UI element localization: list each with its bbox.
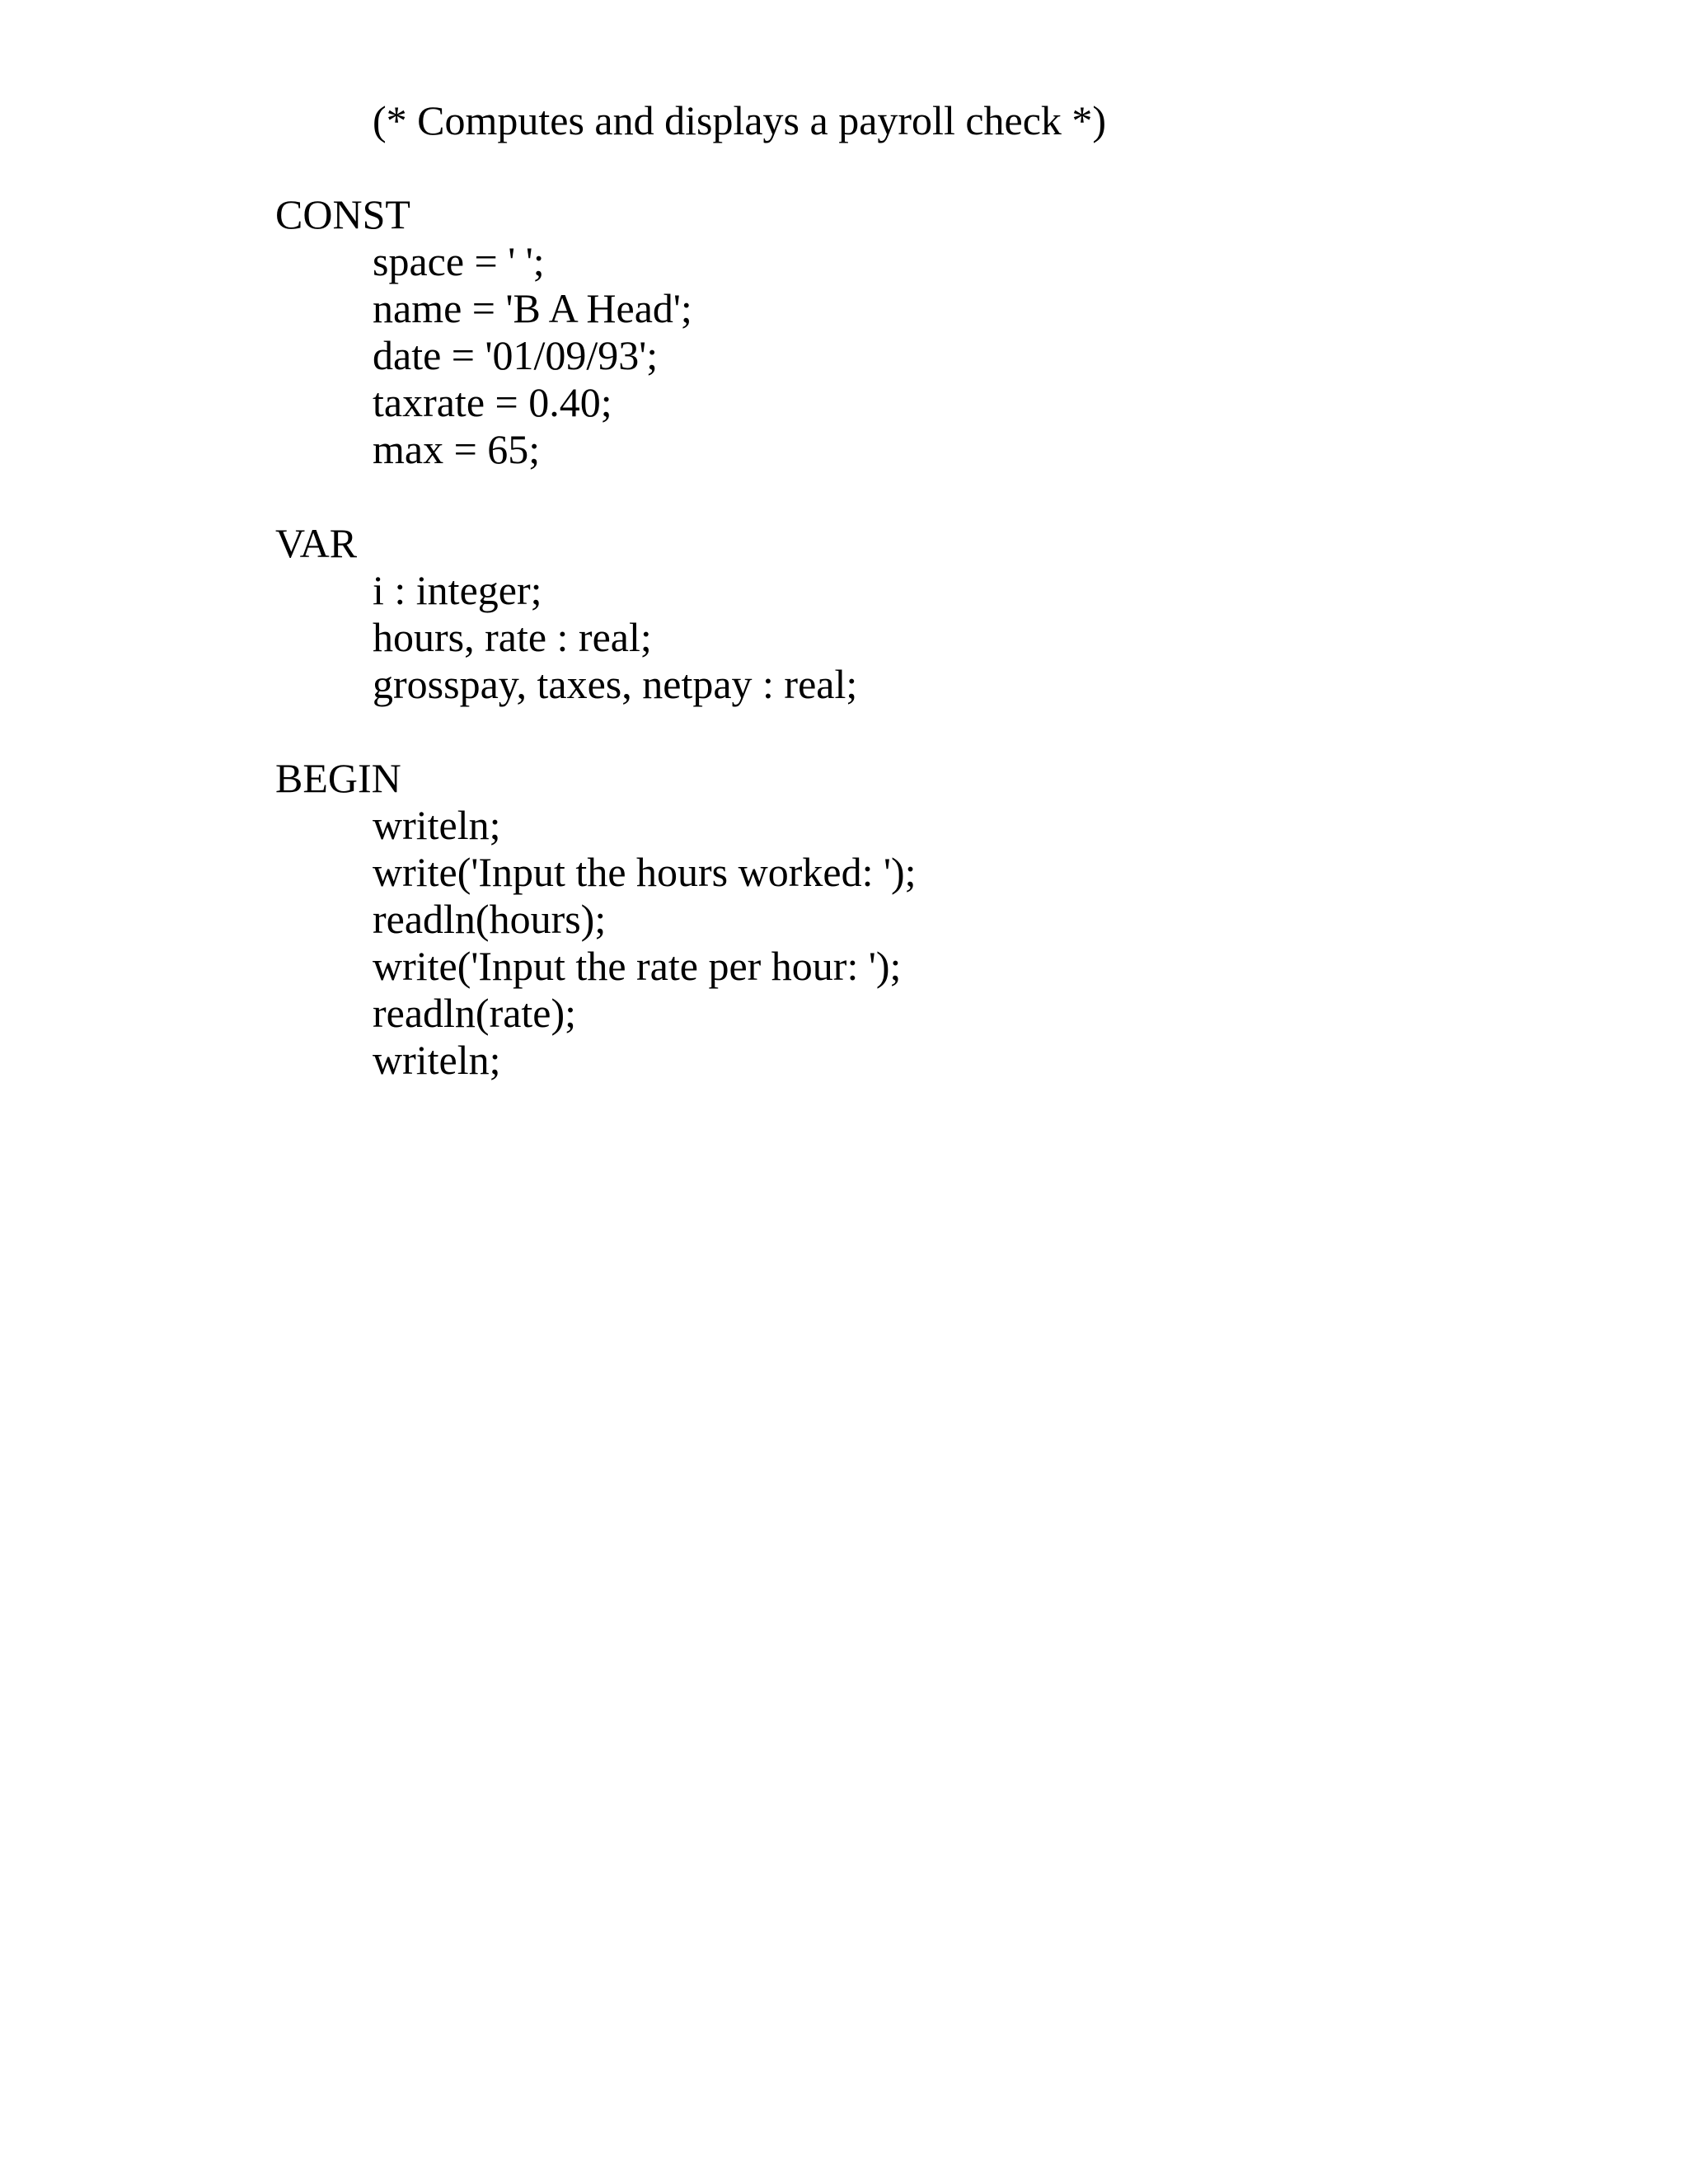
begin-line-readln-hours: readln(hours); [373,896,607,942]
var-line-pay: grosspay, taxes, netpay : real; [373,661,858,707]
var-line-i: i : integer; [373,567,542,613]
const-keyword: CONST [275,191,410,237]
const-line-date: date = '01/09/93'; [373,332,659,378]
const-line-name: name = 'B A Head'; [373,285,692,331]
const-line-space: space = ' '; [373,238,545,284]
program-comment: (* Computes and displays a payroll check *) [373,97,1107,143]
begin-line-readln-rate: readln(rate); [373,990,577,1036]
begin-line-writeln-1: writeln; [373,802,501,848]
var-line-hours-rate: hours, rate : real; [373,614,652,660]
const-line-taxrate: taxrate = 0.40; [373,379,612,425]
const-line-max: max = 65; [373,426,541,472]
begin-line-write-rate: write('Input the rate per hour: '); [373,943,902,989]
begin-line-writeln-2: writeln; [373,1037,501,1083]
var-keyword: VAR [275,520,358,566]
begin-line-write-hours: write('Input the hours worked: '); [373,849,917,895]
begin-keyword: BEGIN [275,755,401,801]
